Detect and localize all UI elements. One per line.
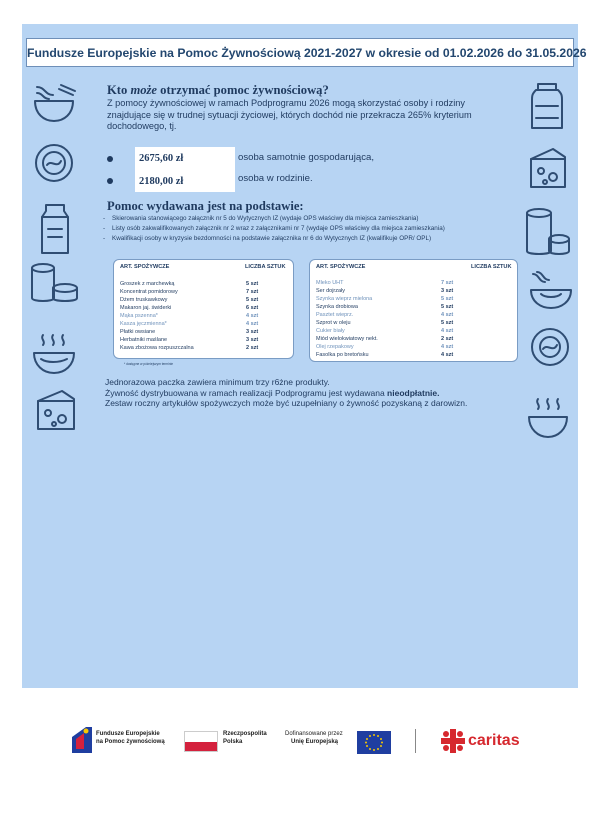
rp-logo-text: Rzeczpospolita Polska [223,731,267,745]
table-row: Płatki owsiane 3 szt [120,329,259,335]
col-header-item: ART. SPOŻYWCZE [120,264,170,270]
fepz-logo [72,727,92,753]
plate-icon-right [530,327,570,367]
col-header-qty: LICZBA SZTUK [471,264,512,270]
table-row: Szynka drobiowa 5 szt [316,304,454,310]
table-row: Koncentrat pomidorowy 7 szt [120,289,259,295]
basis-heading: Pomoc wydawana jest na podstawie: [107,199,304,213]
eu-flag [357,731,391,754]
basis-item: - Kwalifikacji osoby w kryzysie bezdomności na podstawie załącznika nr 6 do Wytycznych IZ (kwalifikuje OPR/ OPL) [103,234,432,242]
table-row: Herbatniki maślane 3 szt [120,337,259,343]
pasta-bowl-icon-right [527,270,575,312]
table-footnote: * dostępne w późniejszym terminie [124,362,174,366]
table-row: Makaron jaj. świderki 6 szt [120,305,259,311]
basis-item: - Skierowania stanowiącego załącznik nr 5 do Wytycznych IZ (wydaje OPS właściwy dla miejsca zamieszkania) [103,215,419,222]
table-row: Cukier biały 4 szt [316,328,454,334]
notes-block [105,377,525,409]
cheese-icon-right [527,145,569,191]
table-row: Miód wielokwiatowy nekt. 2 szt [316,336,454,342]
jar-icon [530,82,564,132]
col-header-item: ART. SPOŻYWCZE [316,264,366,270]
caritas-cross-icon [441,729,465,753]
table-row: Pasztet wieprz. 4 szt [316,312,454,318]
products-table-left [113,259,294,359]
soup-bowl-icon [31,333,77,377]
products-table-right [309,259,518,362]
table-row: Szynka wieprz mielona 5 szt [316,296,454,302]
page-title: Fundusze Europejskie na Pomoc Żywnościową 2021-2027 w okresie od 01.02.2026 do 31.05.2026 [27,46,587,60]
note-line: Żywność dystrybuowana w ramach realizacji Podprogramu jest wydawana nieodpłatnie. [105,387,440,398]
table-row: Olej rzepakowy 4 szt [316,344,454,350]
caritas-wordmark: caritas [468,732,520,749]
table-row: Ser dojrzały 3 szt [316,288,454,294]
bullet [107,156,113,162]
table-row: Dżem truskawkowy 5 szt [120,297,259,303]
table-row: Szprot w oleju 5 szt [316,320,454,326]
table-row: Fasolka po bretońsku 4 szt [316,352,454,358]
milk-carton-icon [40,203,70,255]
basis-list [103,214,533,244]
amount-family-desc: osoba w rodzinie. [238,173,313,184]
amount-single-desc: osoba samotnie gospodarująca, [238,152,375,163]
bullet [107,178,113,184]
table-row: Kasza jęczmienna* 4 szt [120,321,259,327]
cheese-icon [34,387,78,433]
header-box [26,38,587,67]
poland-flag [184,731,218,752]
soup-bowl-icon-right [526,397,570,441]
col-header-qty: LICZBA SZTUK [245,264,286,270]
table-row: Kawa zbożowa rozpuszczalna 2 szt [120,345,259,351]
table-row: Mąka pszenna* 4 szt [120,313,259,319]
amount-single: 2675,60 zł [135,147,235,173]
footer-separator [415,729,416,753]
note-line: Zestaw roczny artykułów spożywczych może być uzupełniany o żywność pozyskaną z darowizn. [105,398,468,408]
note-line: Jednorazowa paczka zawiera minimum trzy r6żne produkty. [105,377,330,387]
plate-icon [33,143,75,183]
basis-item: - Listy osób zakwalifikowanych załącznik nr 2 wraz z załącznikami nr 7 (wydaje OPS właściwy dla miejsca zamieszkania) [103,224,445,232]
eu-cofinance-text: Dofinansowane przez Unię Europejską [285,731,343,745]
eligibility-heading: Kto może otrzymać pomoc żywnościową? [107,83,329,97]
pasta-bowl-icon [31,81,77,125]
cans-icon [29,262,79,304]
amount-family: 2180,00 zł [135,171,235,192]
eligibility-intro: Z pomocy żywnościowej w ramach Podprogramu 2026 mogą skorzystać osoby i rodziny znajdujące się w trudnej sytuacji życiowej, których dochód nie przekracza 265% kryterium dochodowego, tj. [107,98,472,131]
fepz-logo-text: Fundusze Europejskie na Pomoc żywnościową [96,731,165,745]
table-row: Groszek z marchewką 5 szt [120,281,259,287]
table-row: Mleko UHT 7 szt [316,280,454,286]
